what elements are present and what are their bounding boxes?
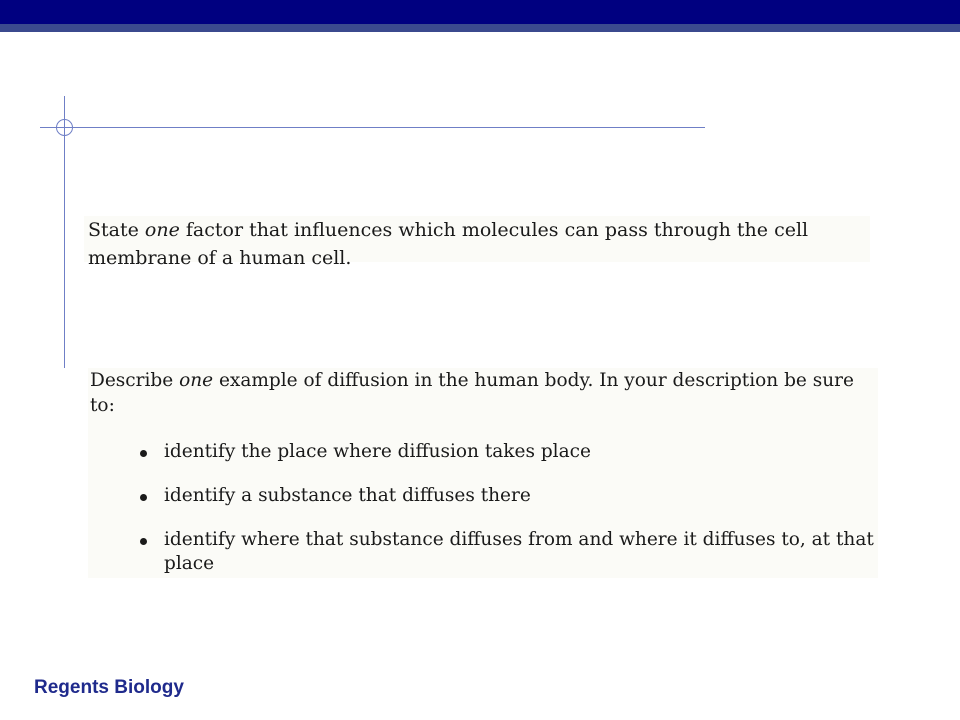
crosshair-circle-icon xyxy=(56,119,73,136)
bullet-icon xyxy=(140,494,147,501)
question-1-text-end: factor that influences which molecules can pass through the cell membrane of a human cell. xyxy=(88,219,809,269)
bullet-item xyxy=(140,484,878,508)
bullet-text: identify the place where diffusion takes place xyxy=(164,441,591,462)
bullet-item xyxy=(140,528,878,576)
question-1-text-start: State xyxy=(88,219,145,241)
header-stripe xyxy=(0,24,960,32)
question-1-emphasis: one xyxy=(144,219,180,241)
question-2-emphasis: one xyxy=(179,370,214,391)
question-2-text-end: example of diffusion in the human body. In your description be sure to: xyxy=(90,370,854,416)
question-2-text-start: Describe xyxy=(90,370,180,391)
question-2 xyxy=(88,368,878,578)
question-2-bullet-list xyxy=(90,440,878,576)
decorative-vertical-line xyxy=(64,96,65,368)
bullet-text: identify a substance that diffuses there xyxy=(164,485,531,506)
bullet-text: identify where that substance diffuses from and where it diffuses to, at that place xyxy=(164,529,874,574)
question-2-intro xyxy=(90,368,878,418)
footer-label: Regents Biology xyxy=(34,677,184,698)
bullet-icon xyxy=(140,450,147,457)
question-1 xyxy=(84,216,870,269)
header-bar xyxy=(0,0,960,24)
bullet-icon xyxy=(140,538,147,545)
decorative-horizontal-line xyxy=(40,127,705,128)
bullet-item xyxy=(140,440,878,464)
